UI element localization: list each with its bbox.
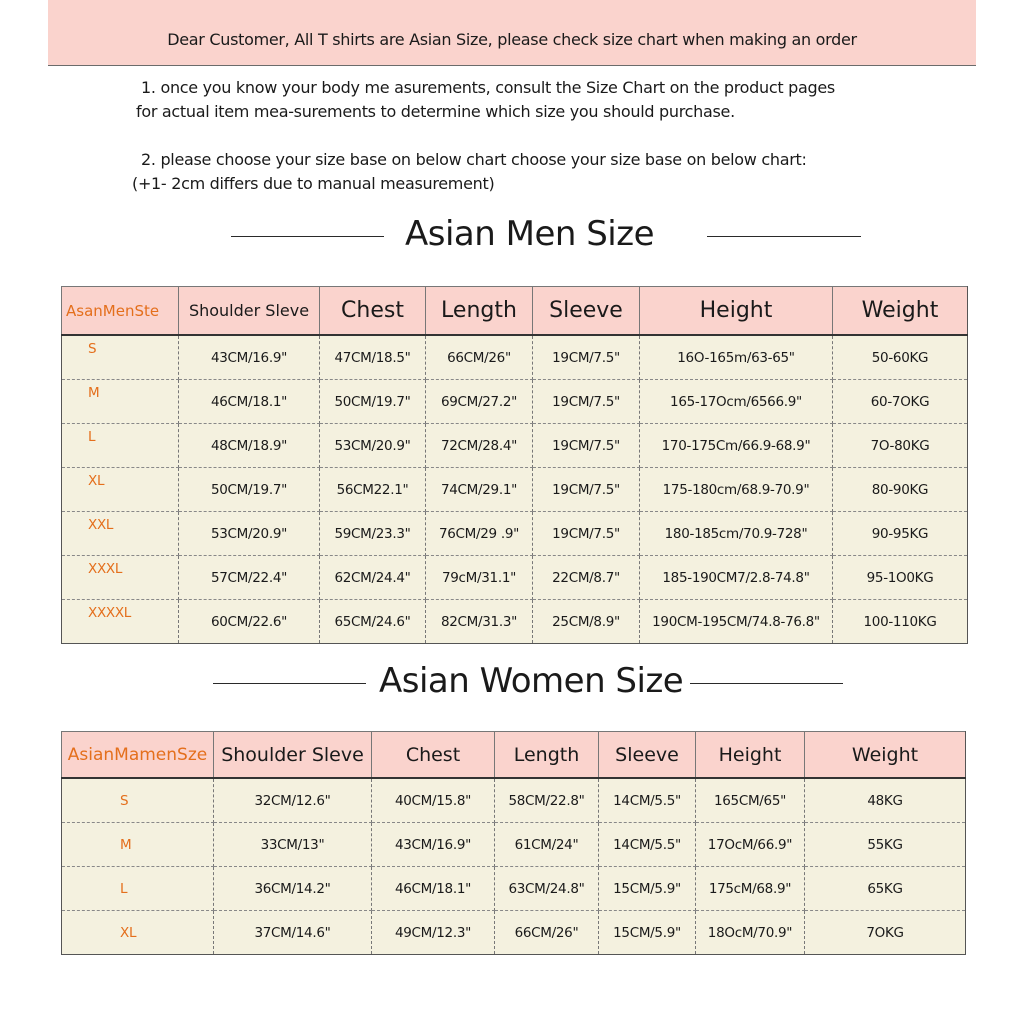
table-cell: 72CM/28.4"	[426, 424, 533, 468]
table-cell: 14CM/5.5"	[599, 823, 696, 867]
table-cell: 19CM/7.5"	[533, 468, 640, 512]
table-cell: 50CM/19.7"	[320, 380, 426, 424]
table-cell: 90-95KG	[833, 512, 968, 556]
men-title-rule-right	[707, 236, 861, 237]
women-header-size: AsianMamenSze	[62, 732, 214, 779]
women-size-table	[61, 731, 966, 955]
table-cell: 15CM/5.9"	[599, 867, 696, 911]
table-cell: 60CM/22.6"	[179, 600, 320, 644]
table-row	[62, 778, 966, 823]
women-title-rule-right	[690, 683, 843, 684]
table-cell: 69CM/27.2"	[426, 380, 533, 424]
table-cell: 65CM/24.6"	[320, 600, 426, 644]
table-cell: 50-60KG	[833, 335, 968, 380]
table-cell: 33CM/13"	[214, 823, 372, 867]
table-cell: 95-1O0KG	[833, 556, 968, 600]
table-row	[62, 424, 968, 468]
men-size-title: Asian Men Size	[405, 214, 655, 254]
size-label: XXXL	[62, 556, 179, 600]
table-row	[62, 911, 966, 955]
table-cell: 170-175Cm/66.9-68.9"	[640, 424, 833, 468]
women-header-shoulder: Shoulder Sleve	[214, 732, 372, 779]
table-cell: 180-185cm/70.9-728"	[640, 512, 833, 556]
table-cell: 175-180cm/68.9-70.9"	[640, 468, 833, 512]
men-header-weight: Weight	[833, 287, 968, 336]
table-cell: 59CM/23.3"	[320, 512, 426, 556]
table-cell: 63CM/24.8"	[495, 867, 599, 911]
size-label: S	[62, 778, 214, 823]
table-cell: 32CM/12.6"	[214, 778, 372, 823]
table-cell: 18OcM/70.9"	[696, 911, 805, 955]
table-cell: 43CM/16.9"	[179, 335, 320, 380]
table-cell: 40CM/15.8"	[372, 778, 495, 823]
size-label: M	[62, 380, 179, 424]
table-cell: 185-190CM7/2.8-74.8"	[640, 556, 833, 600]
women-header-row	[62, 732, 966, 779]
size-label: L	[62, 867, 214, 911]
table-cell: 7OKG	[805, 911, 966, 955]
table-cell: 19CM/7.5"	[533, 335, 640, 380]
table-cell: 46CM/18.1"	[372, 867, 495, 911]
table-cell: 79cM/31.1"	[426, 556, 533, 600]
women-header-chest: Chest	[372, 732, 495, 779]
table-cell: 53CM/20.9"	[320, 424, 426, 468]
table-cell: 25CM/8.9"	[533, 600, 640, 644]
table-cell: 16O-165m/63-65"	[640, 335, 833, 380]
men-header-chest: Chest	[320, 287, 426, 336]
table-cell: 62CM/24.4"	[320, 556, 426, 600]
table-cell: 58CM/22.8"	[495, 778, 599, 823]
table-cell: 36CM/14.2"	[214, 867, 372, 911]
size-label: XXL	[62, 512, 179, 556]
table-cell: 50CM/19.7"	[179, 468, 320, 512]
table-cell: 60-7OKG	[833, 380, 968, 424]
table-cell: 76CM/29 .9"	[426, 512, 533, 556]
women-header-length: Length	[495, 732, 599, 779]
table-cell: 65KG	[805, 867, 966, 911]
table-cell: 165CM/65"	[696, 778, 805, 823]
table-cell: 66CM/26"	[426, 335, 533, 380]
table-row	[62, 335, 968, 380]
size-label: XXXXL	[62, 600, 179, 644]
women-size-title: Asian Women Size	[379, 661, 684, 701]
size-label: L	[62, 424, 179, 468]
table-row	[62, 867, 966, 911]
table-row	[62, 556, 968, 600]
table-cell: 61CM/24"	[495, 823, 599, 867]
table-cell: 165-17Ocm/6566.9"	[640, 380, 833, 424]
table-cell: 19CM/7.5"	[533, 512, 640, 556]
size-label: XL	[62, 911, 214, 955]
note-line-3: 2. please choose your size base on below chart choose your size base on below chart:	[141, 150, 807, 169]
note-line-1: 1. once you know your body me asurements, consult the Size Chart on the product pages	[141, 78, 835, 97]
table-cell: 53CM/20.9"	[179, 512, 320, 556]
note-line-4: (+1- 2cm differs due to manual measurement)	[132, 174, 495, 193]
women-title-rule-left	[213, 683, 366, 684]
table-cell: 46CM/18.1"	[179, 380, 320, 424]
size-label: M	[62, 823, 214, 867]
men-header-length: Length	[426, 287, 533, 336]
men-header-row	[62, 287, 968, 336]
table-cell: 175cM/68.9"	[696, 867, 805, 911]
table-cell: 7O-80KG	[833, 424, 968, 468]
table-cell: 190CM-195CM/74.8-76.8"	[640, 600, 833, 644]
table-cell: 80-90KG	[833, 468, 968, 512]
table-cell: 22CM/8.7"	[533, 556, 640, 600]
table-cell: 37CM/14.6"	[214, 911, 372, 955]
table-cell: 48KG	[805, 778, 966, 823]
table-cell: 47CM/18.5"	[320, 335, 426, 380]
table-row	[62, 823, 966, 867]
table-cell: 19CM/7.5"	[533, 380, 640, 424]
table-row	[62, 600, 968, 644]
table-cell: 15CM/5.9"	[599, 911, 696, 955]
table-row	[62, 380, 968, 424]
table-cell: 66CM/26"	[495, 911, 599, 955]
table-cell: 100-110KG	[833, 600, 968, 644]
table-row	[62, 512, 968, 556]
size-label: S	[62, 335, 179, 380]
men-header-height: Height	[640, 287, 833, 336]
table-cell: 43CM/16.9"	[372, 823, 495, 867]
table-cell: 19CM/7.5"	[533, 424, 640, 468]
table-row	[62, 468, 968, 512]
men-header-size: AsanMenSte	[62, 287, 179, 336]
women-header-weight: Weight	[805, 732, 966, 779]
size-label: XL	[62, 468, 179, 512]
table-cell: 74CM/29.1"	[426, 468, 533, 512]
men-header-sleeve: Sleeve	[533, 287, 640, 336]
table-cell: 82CM/31.3"	[426, 600, 533, 644]
notice-banner: Dear Customer, All T shirts are Asian Size, please check size chart when making an order	[48, 0, 976, 66]
women-header-sleeve: Sleeve	[599, 732, 696, 779]
men-title-rule-left	[231, 236, 384, 237]
note-line-2: for actual item mea-surements to determine which size you should purchase.	[136, 102, 735, 121]
table-cell: 48CM/18.9"	[179, 424, 320, 468]
table-cell: 56CM22.1"	[320, 468, 426, 512]
table-cell: 14CM/5.5"	[599, 778, 696, 823]
men-header-shoulder: Shoulder Sleve	[179, 287, 320, 336]
men-size-table	[61, 286, 968, 644]
table-cell: 57CM/22.4"	[179, 556, 320, 600]
table-cell: 49CM/12.3"	[372, 911, 495, 955]
table-cell: 55KG	[805, 823, 966, 867]
table-cell: 17OcM/66.9"	[696, 823, 805, 867]
women-header-height: Height	[696, 732, 805, 779]
